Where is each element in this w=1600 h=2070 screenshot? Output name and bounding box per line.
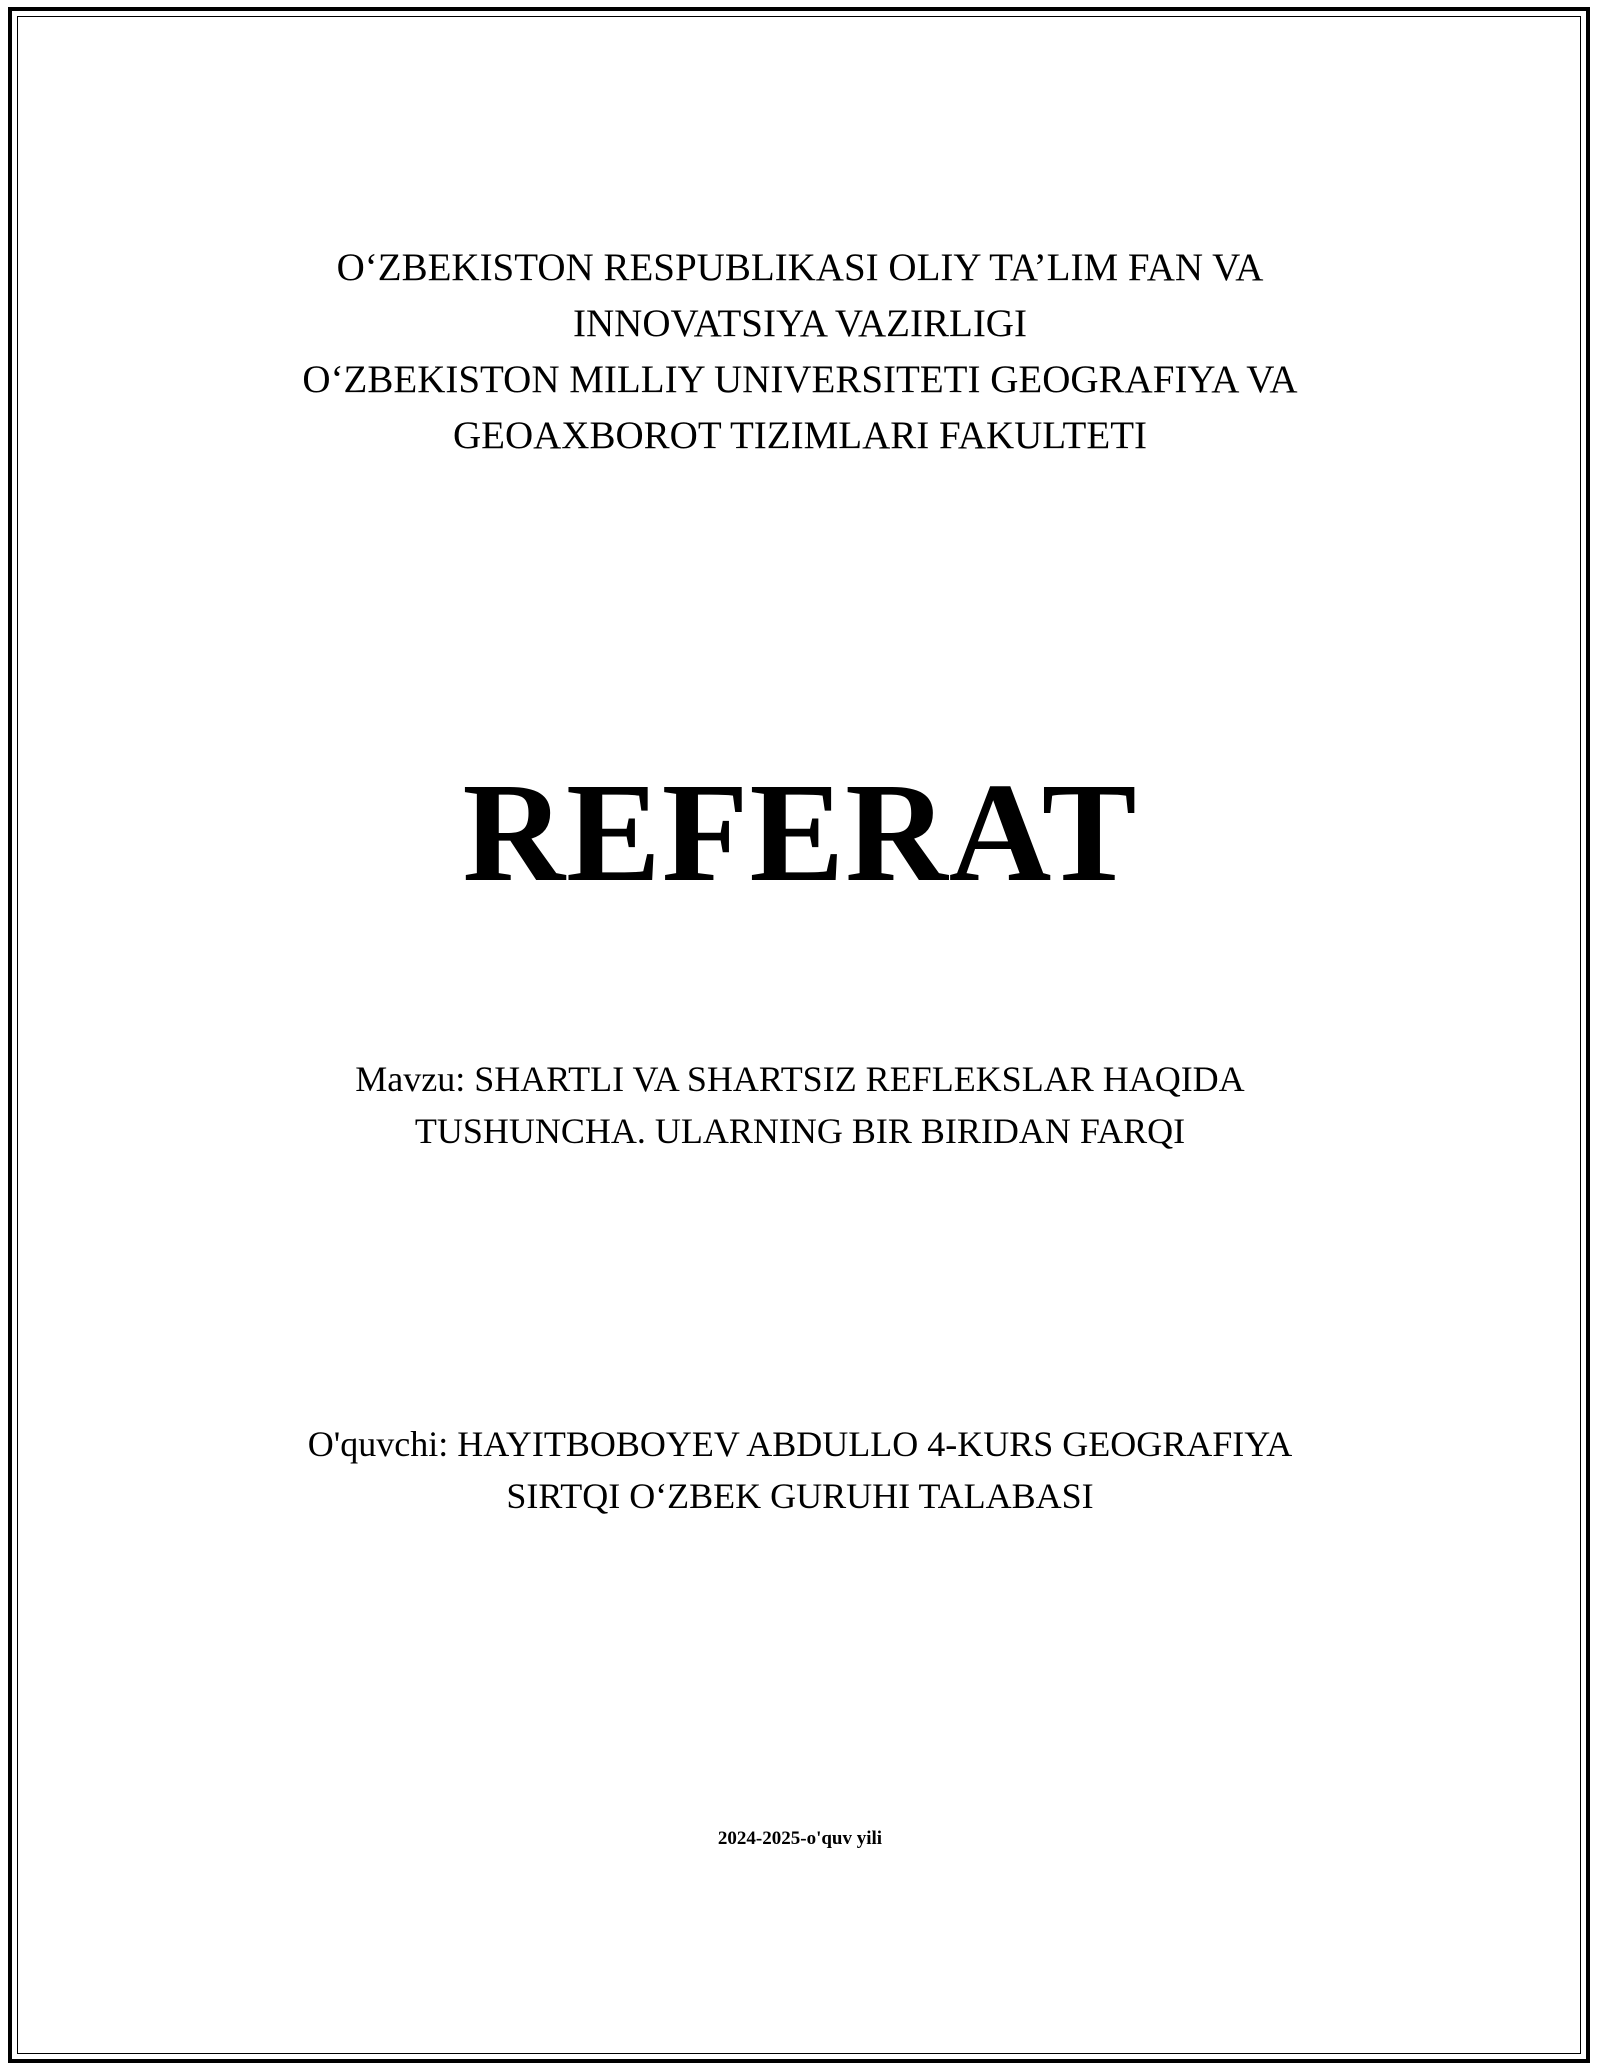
topic-line-2: TUSHUNCHA. ULARNING BIR BIRIDAN FARQI	[414, 1111, 1186, 1151]
header-line-1: O‘ZBEKISTON RESPUBLIKASI OLIY TA’LIM FAN VA	[336, 246, 1264, 289]
student-line-2: SIRTQI O‘ZBEK GURUHI TALABASI	[506, 1476, 1094, 1516]
header-line-4: GEOAXBOROT TIZIMLARI FAKULTETI	[452, 414, 1148, 457]
topic-block	[0, 1053, 1600, 1157]
student-line-1: O'quvchi: HAYITBOBOYEV ABDULLO 4-KURS GEOGRAFIYA	[307, 1424, 1293, 1464]
header-line-3: O‘ZBEKISTON MILLIY UNIVERSITETI GEOGRAFIYA VA	[302, 358, 1298, 401]
topic-line-1: Mavzu: SHARTLI VA SHARTSIZ REFLEKSLAR HAQIDA	[355, 1059, 1245, 1099]
academic-year: 2024-2025-o'quv yili	[717, 1828, 883, 1849]
student-block	[0, 1418, 1600, 1522]
header-line-2: INNOVATSIYA VAZIRLIGI	[573, 302, 1027, 345]
institution-header	[0, 240, 1600, 464]
document-title: REFERAT	[462, 753, 1138, 911]
